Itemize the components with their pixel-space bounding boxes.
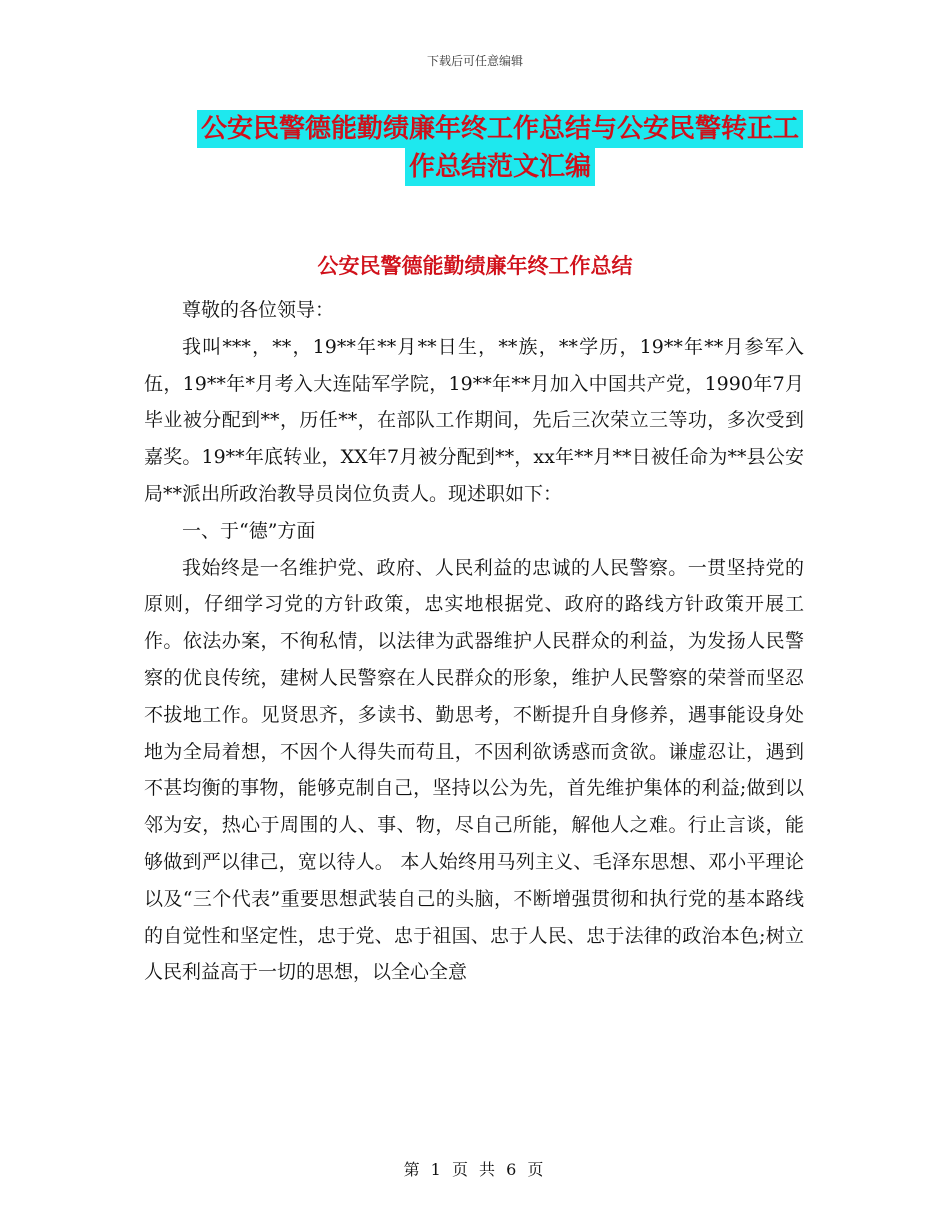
page-number-footer: 第 1 页 共 6 页 [403,1160,547,1179]
intro-paragraph: 我叫***，**，19**年**月**日生，**族，**学历，19**年**月参军入伍，19**年*月考入大连陆军学院，19**年**月加入中国共产党，1990年7月毕业被分配到**，历任**，在部队工作期间，先后三次荣立三等功，多次受到嘉奖。19**年底转业，XX年7月被分配到**，xx年**月**日被任命为**县公安局**派出所政治教导员岗位负责人。现述职如下： [144,335,804,505]
de-paragraph: 我始终是一名维护党、政府、人民利益的忠诚的人民警察。一贯坚持党的原则，仔细学习党的方针政策，忠实地根据党、政府的路线方针政策开展工作。依法办案，不徇私情，以法律为武器维护人民群众的利益，为发扬人民警察的优良传统，建树人民警察在人民群众的形象，维护人民警察的荣誉而坚忍不拔地工作。见贤思齐，多读书、勤思考，不断提升自身修养，遇事能设身处地为全局着想，不因个人得失而苟且，不因利欲诱惑而贪欲。谦虚忍让，遇到不甚均衡的事物，能够克制自己，坚持以公为先，首先维护集体的利益;做到以邻为安，热心于周围的人、事、物，尽自己所能，解他人之难。行止言谈，能够做到严以律己，宽以待人。 本人始终用马列主义、毛泽东思想、邓小平理论以及“三个代表”重要思想武装自己的头脑，不断增强贯彻和执行党的基本路线的自觉性和坚定性，忠于党、忠于祖国、忠于人民、忠于法律的政治本色;树立人民利益高于一切的思想，以全心全意 [144,556,804,984]
page-header-note: 下载后可任意编辑 [426,54,523,68]
section-title: 公安民警德能勤绩廉年终工作总结 [317,254,633,278]
document-title-line-1: 公安民警德能勤绩廉年终工作总结与公安民警转正工 [197,110,803,148]
document-title [190,110,810,186]
document-title-line-2: 作总结范文汇编 [405,148,595,186]
body-text [144,292,804,991]
section-heading-de: 一、于“德”方面 [182,519,316,542]
salutation-paragraph: 尊敬的各位领导： [182,299,335,321]
